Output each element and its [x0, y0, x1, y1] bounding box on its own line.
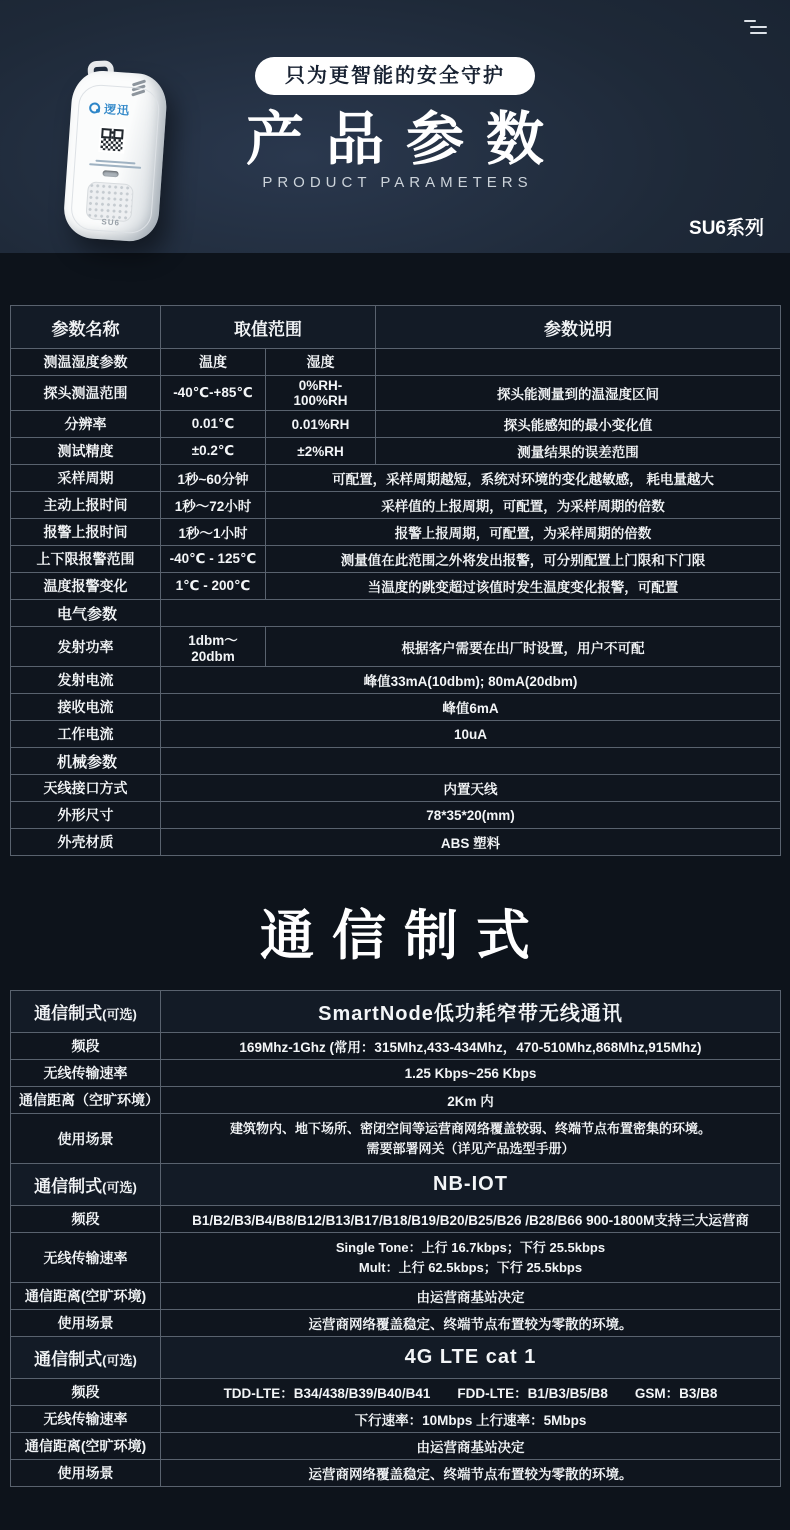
row-label-cell: 工作电流 [11, 721, 161, 748]
description-cell: 测量结果的误差范围 [376, 438, 781, 465]
row-label-cell: 无线传输速率 [11, 1406, 161, 1433]
value-cell: TDD-LTE：B34/438/B39/B40/B41 FDD-LTE：B1/B3/B5/B8 GSM：B3/B8 [161, 1379, 781, 1406]
column-header-cell: 取值范围 [161, 306, 376, 349]
communication-modes-table-body [11, 991, 781, 1487]
value-cell: 1秒～72小时 [161, 492, 266, 519]
table-row [11, 627, 781, 667]
page-title: 产品参数 [245, 107, 566, 172]
page-subtitle: PRODUCT PARAMETERS [262, 174, 533, 191]
description-cell: 根据客户需要在出厂时设置，用户不可配 [266, 627, 781, 667]
table-row [11, 694, 781, 721]
value-cell: 78*35*20(mm) [161, 802, 781, 829]
table-row [11, 519, 781, 546]
description-cell: 探头能测量到的温湿度区间 [376, 376, 781, 411]
value-cell: -40℃ - 125℃ [161, 546, 266, 573]
row-label-cell: 使用场景 [11, 1460, 161, 1487]
protocol-value-cell: NB-IOT [161, 1164, 781, 1206]
value-cell: 由运营商基站决定 [161, 1433, 781, 1460]
row-label-cell: 温度报警变化 [11, 573, 161, 600]
table-row [11, 1114, 781, 1164]
value-cell: 峰值33mA(10dbm); 80mA(20dbm) [161, 667, 781, 694]
row-label-cell: 探头测温范围 [11, 376, 161, 411]
table-row [11, 492, 781, 519]
row-label-cell: 通信距离（空旷环境） [11, 1087, 161, 1114]
value-cell: ±0.2℃ [161, 438, 266, 465]
table-row [11, 1406, 781, 1433]
value-cell: 运营商网络覆盖稳定、终端节点布置较为零散的环境。 [161, 1310, 781, 1337]
row-label-cell: 采样周期 [11, 465, 161, 492]
protocol-value-cell: 4G LTE cat 1 [161, 1337, 781, 1379]
value-cell: ±2%RH [266, 438, 376, 465]
brand-logo-text: 逻迅 [103, 102, 131, 118]
row-label-cell: 频段 [11, 1206, 161, 1233]
value-cell: Single Tone：上行 16.7kbps；下行 25.5kbps Mult：上行 62.5kbps；下行 25.5kbps [161, 1233, 781, 1283]
table-row [11, 411, 781, 438]
description-cell: 报警上报周期，可配置，为采样周期的倍数 [266, 519, 781, 546]
series-label: SU6系列 [689, 218, 764, 239]
protocol-value-cell: SmartNode低功耗窄带无线通讯 [161, 991, 781, 1033]
value-cell: 10uA [161, 721, 781, 748]
row-label-cell: 频段 [11, 1379, 161, 1406]
table-row [11, 1060, 781, 1087]
value-cell: 1秒～1小时 [161, 519, 266, 546]
product-parameters-table-body [11, 306, 781, 856]
value-cell: ABS 塑料 [161, 829, 781, 856]
row-label-cell: 湿度 [266, 349, 376, 376]
section-header-cell: 机械参数 [11, 748, 161, 775]
description-cell: 采样值的上报周期，可配置，为采样周期的倍数 [266, 492, 781, 519]
table-row [11, 1460, 781, 1487]
description-cell [376, 349, 781, 376]
table-row [11, 1233, 781, 1283]
table-row [11, 667, 781, 694]
table-row [11, 306, 781, 349]
table-row [11, 991, 781, 1033]
description-cell [161, 600, 781, 627]
row-label-cell: 温度 [161, 349, 266, 376]
table-row [11, 1206, 781, 1233]
value-cell: 169Mhz-1Ghz (常用：315Mhz,433-434Mhz，470-510Mhz,868Mhz,915Mhz) [161, 1033, 781, 1060]
value-cell: 内置天线 [161, 775, 781, 802]
row-label-cell: 分辨率 [11, 411, 161, 438]
table-row [11, 349, 781, 376]
row-label-cell: 发射电流 [11, 667, 161, 694]
column-header-cell: 参数名称 [11, 306, 161, 349]
row-label-cell: 外形尺寸 [11, 802, 161, 829]
row-label-cell: 接收电流 [11, 694, 161, 721]
table-row [11, 573, 781, 600]
table-row [11, 721, 781, 748]
protocol-label-cell: 通信制式(可选) [11, 991, 161, 1033]
slogan-badge: 只为更智能的安全守护 [255, 57, 535, 95]
row-label-cell: 通信距离(空旷环境) [11, 1433, 161, 1460]
table-row [11, 802, 781, 829]
row-label-cell: 使用场景 [11, 1310, 161, 1337]
value-cell: 1dbm～20dbm [161, 627, 266, 667]
value-cell: 0.01℃ [161, 411, 266, 438]
description-cell: 当温度的跳变超过该值时发生温度变化报警，可配置 [266, 573, 781, 600]
table-row [11, 1310, 781, 1337]
value-cell: 0%RH-100%RH [266, 376, 376, 411]
description-cell [161, 748, 781, 775]
value-cell: 由运营商基站决定 [161, 1283, 781, 1310]
table-row [11, 438, 781, 465]
row-label-cell: 报警上报时间 [11, 519, 161, 546]
row-label-cell: 测温湿度参数 [11, 349, 161, 376]
row-label-cell: 外壳材质 [11, 829, 161, 856]
description-cell: 探头能感知的最小变化值 [376, 411, 781, 438]
value-cell: 运营商网络覆盖稳定、终端节点布置较为零散的环境。 [161, 1460, 781, 1487]
section-header-cell: 电气参数 [11, 600, 161, 627]
row-label-cell: 使用场景 [11, 1114, 161, 1164]
row-label-cell: 天线接口方式 [11, 775, 161, 802]
row-label-cell: 发射功率 [11, 627, 161, 667]
protocol-label-cell: 通信制式(可选) [11, 1164, 161, 1206]
row-label-cell: 上下限报警范围 [11, 546, 161, 573]
table-row [11, 1433, 781, 1460]
table-row [11, 1283, 781, 1310]
description-cell: 测量值在此范围之外将发出报警，可分别配置上门限和下门限 [266, 546, 781, 573]
value-cell: 建筑物内、地下场所、密闭空间等运营商网络覆盖较弱、终端节点布置密集的环境。 需要部署网关（详见产品选型手册） [161, 1114, 781, 1164]
protocol-label-cell: 通信制式(可选) [11, 1337, 161, 1379]
product-parameters-table [10, 305, 781, 856]
description-cell: 可配置，采样周期越短，系统对环境的变化越敏感， 耗电量越大 [266, 465, 781, 492]
table-row [11, 1087, 781, 1114]
row-label-cell: 频段 [11, 1033, 161, 1060]
value-cell: 下行速率：10Mbps 上行速率：5Mbps [161, 1406, 781, 1433]
table-row [11, 1033, 781, 1060]
value-cell: 0.01%RH [266, 411, 376, 438]
value-cell: -40℃-+85℃ [161, 376, 266, 411]
communication-section-title: 通信制式 [260, 906, 548, 966]
table-row [11, 829, 781, 856]
device-model-label: SU6 [101, 217, 121, 228]
table-row [11, 465, 781, 492]
row-label-cell: 通信距离(空旷环境) [11, 1283, 161, 1310]
row-label-cell: 无线传输速率 [11, 1060, 161, 1087]
table-row [11, 546, 781, 573]
value-cell: 2Km 内 [161, 1087, 781, 1114]
column-header-cell: 参数说明 [376, 306, 781, 349]
value-cell: B1/B2/B3/B4/B8/B12/B13/B17/B18/B19/B20/B25/B26 /B28/B66 900-1800M支持三大运营商 [161, 1206, 781, 1233]
table-row [11, 1164, 781, 1206]
value-cell: 1℃ - 200℃ [161, 573, 266, 600]
row-label-cell: 主动上报时间 [11, 492, 161, 519]
table-row [11, 775, 781, 802]
value-cell: 1秒~60分钟 [161, 465, 266, 492]
table-row [11, 1379, 781, 1406]
value-cell: 1.25 Kbps~256 Kbps [161, 1060, 781, 1087]
menu-icon[interactable] [742, 18, 768, 36]
table-row [11, 600, 781, 627]
row-label-cell: 测试精度 [11, 438, 161, 465]
communication-modes-table [10, 990, 781, 1487]
hero-banner [0, 0, 790, 253]
row-label-cell: 无线传输速率 [11, 1233, 161, 1283]
value-cell: 峰值6mA [161, 694, 781, 721]
table-row [11, 748, 781, 775]
table-row [11, 376, 781, 411]
table-row [11, 1337, 781, 1379]
